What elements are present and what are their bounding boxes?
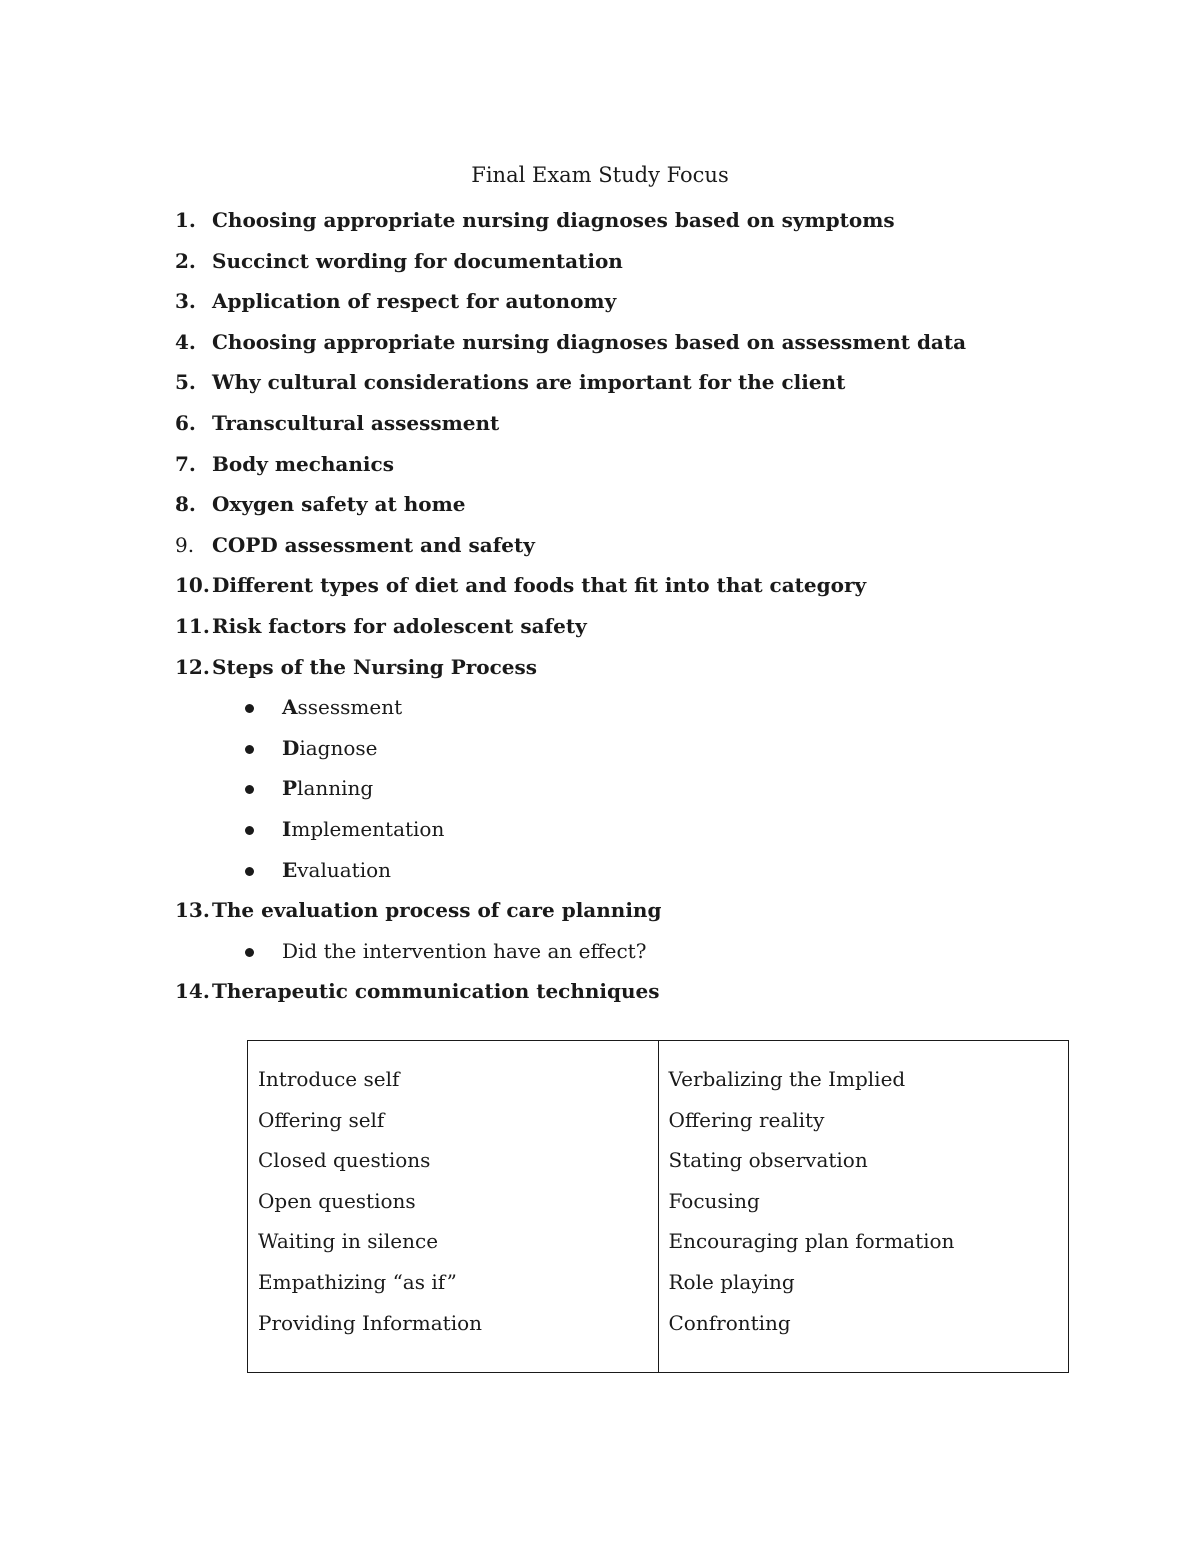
page-title: Final Exam Study Focus (471, 163, 729, 187)
item-number: 5. (175, 370, 196, 395)
table-cell: Focusing (668, 1188, 760, 1213)
item-number: 8. (175, 492, 196, 517)
evaluation-text: Did the intervention have an effect? (282, 938, 647, 963)
bullet-icon (245, 935, 282, 976)
bullet-icon (245, 732, 282, 773)
list-item (175, 407, 1135, 448)
bullet-icon (245, 772, 282, 813)
item-text: Different types of diet and foods that fit into that category (212, 573, 867, 598)
item-number: 3. (175, 289, 196, 314)
item-number: 4. (175, 329, 196, 354)
bullet-icon (245, 854, 282, 895)
item-text: Choosing appropriate nursing diagnoses based on assessment data (212, 329, 967, 354)
item-number: 11. (175, 613, 210, 638)
item-number: 1. (175, 208, 196, 232)
techniques-left-column (248, 1041, 658, 1372)
step-rest: lanning (297, 776, 374, 801)
table-cell: Introduce self (258, 1067, 400, 1091)
step-initial: E (282, 857, 298, 882)
list-item (175, 366, 1135, 407)
list-item (175, 204, 1135, 245)
item-number: 14. (175, 979, 210, 1004)
bullet-icon (245, 691, 282, 732)
table-cell: Offering self (258, 1107, 385, 1132)
list-item (175, 651, 1135, 692)
item-text: Succinct wording for documentation (212, 248, 623, 273)
nursing-process-step (175, 772, 1135, 813)
item-text: Why cultural considerations are important for the client (212, 370, 846, 395)
table-cell: Encouraging plan formation (668, 1229, 955, 1254)
step-rest: ssessment (297, 695, 403, 720)
nursing-process-step (175, 691, 1135, 732)
item-text: The evaluation process of care planning (212, 898, 662, 923)
study-focus-list (175, 204, 1135, 1016)
item-number: 10. (175, 573, 210, 598)
nursing-process-step (175, 813, 1135, 854)
item-text: Choosing appropriate nursing diagnoses based on symptoms (212, 208, 895, 232)
nursing-process-step (175, 854, 1135, 895)
list-item (175, 326, 1135, 367)
step-rest: valuation (297, 857, 392, 882)
item-text: COPD assessment and safety (212, 532, 535, 557)
table-cell: Waiting in silence (258, 1229, 439, 1254)
communication-techniques-table (247, 1040, 1069, 1373)
list-item (175, 975, 1135, 1016)
table-cell: Providing Information (258, 1310, 483, 1335)
step-initial: D (282, 735, 300, 760)
table-cell: Verbalizing the Implied (668, 1067, 906, 1091)
step-initial: P (282, 776, 298, 801)
list-item (175, 285, 1135, 326)
item-number: 13. (175, 898, 210, 923)
item-text: Risk factors for adolescent safety (212, 613, 587, 638)
step-initial: A (282, 695, 298, 720)
list-item (175, 488, 1135, 529)
item-text: Therapeutic communication techniques (212, 979, 660, 1004)
table-cell: Offering reality (668, 1107, 825, 1132)
techniques-right-column (658, 1041, 1069, 1372)
list-item (175, 448, 1135, 489)
list-item (175, 610, 1135, 651)
item-number: 12. (175, 654, 210, 679)
step-rest: iagnose (299, 735, 378, 760)
table-cell: Open questions (258, 1188, 416, 1213)
item-text: Steps of the Nursing Process (212, 654, 538, 679)
list-item (175, 894, 1135, 935)
item-text: Transcultural assessment (212, 410, 500, 435)
item-number: 6. (175, 410, 196, 435)
list-item (175, 529, 1135, 570)
table-cell: Stating observation (668, 1148, 868, 1173)
step-initial: I (282, 816, 292, 841)
nursing-process-step (175, 732, 1135, 773)
table-cell: Closed questions (258, 1148, 431, 1173)
list-item (175, 245, 1135, 286)
item-number: 2. (175, 248, 196, 273)
item-text: Oxygen safety at home (212, 492, 466, 517)
list-item (175, 569, 1135, 610)
item-number: 7. (175, 451, 196, 476)
bullet-icon (245, 813, 282, 854)
item-number: 9. (175, 532, 195, 557)
step-rest: mplementation (291, 816, 445, 841)
evaluation-point (175, 935, 1135, 976)
table-cell: Confronting (668, 1310, 791, 1335)
table-cell: Role playing (668, 1269, 795, 1294)
item-text: Application of respect for autonomy (212, 289, 617, 314)
table-cell: Empathizing “as if” (258, 1269, 457, 1294)
item-text: Body mechanics (212, 451, 394, 476)
